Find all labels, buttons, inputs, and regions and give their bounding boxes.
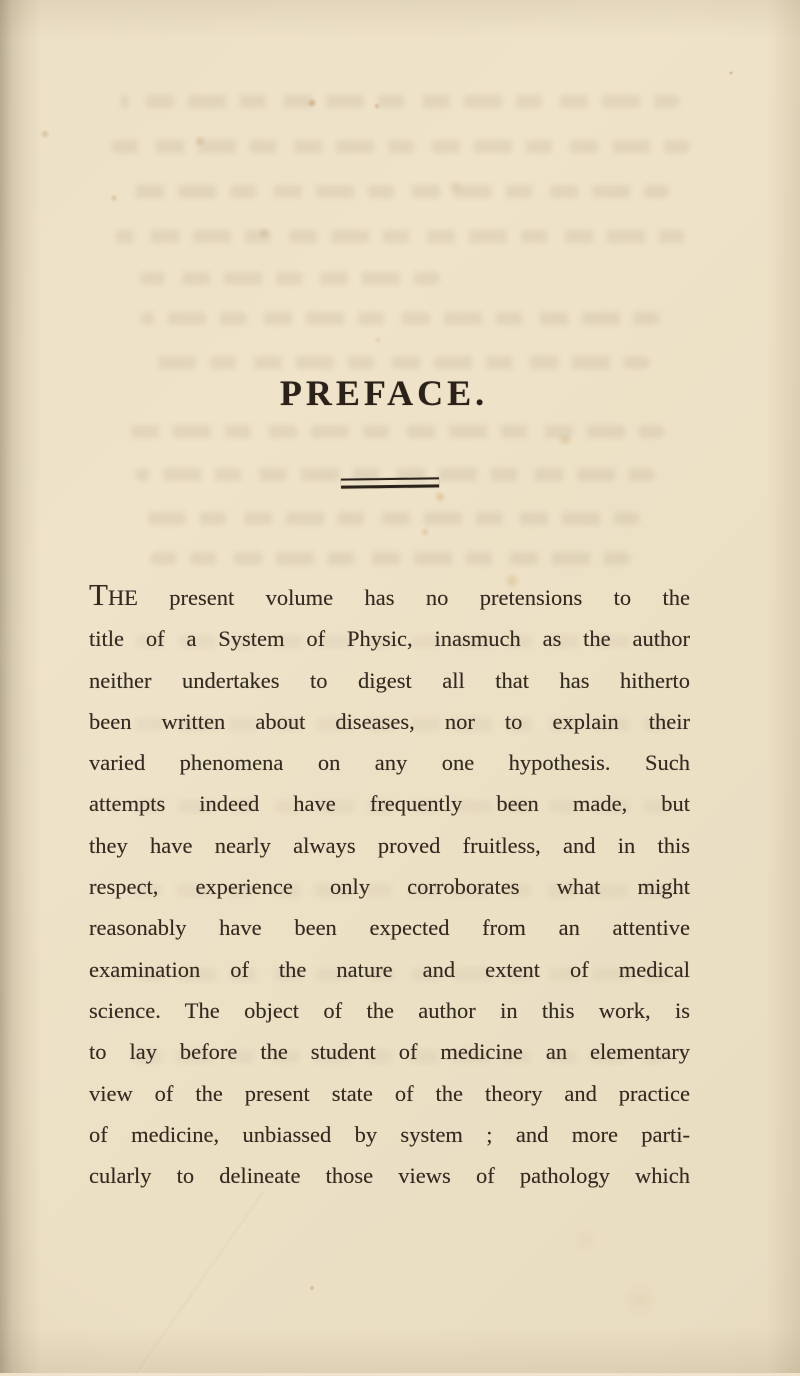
- paragraph-line: respect, experience only corroborates what might: [89, 874, 690, 900]
- bleed-through-text: [115, 230, 685, 243]
- paragraph-line: of medicine, unbiassed by system ; and more parti-: [89, 1121, 690, 1147]
- bleed-through-text: [110, 140, 690, 153]
- paragraph-line: varied phenomena on any one hypothesis. Such: [89, 750, 690, 776]
- paragraph-line: attempts indeed have frequently been made, but: [89, 791, 690, 817]
- paper-crease: [135, 1191, 266, 1376]
- bleed-through-text: [140, 272, 440, 285]
- section-divider-rule: [341, 477, 439, 488]
- paragraph-line: to lay before the student of medicine an elementary: [89, 1039, 690, 1065]
- preface-paragraph: [89, 577, 690, 1196]
- bleed-through-text: [120, 95, 680, 108]
- bleed-through-text: [150, 552, 630, 565]
- bleed-through-text: [130, 185, 670, 198]
- divider-container: [90, 478, 690, 488]
- bleed-through-text: [150, 356, 650, 369]
- paragraph-line: been written about diseases, nor to explain their: [89, 708, 690, 734]
- paragraph-line: examination of the nature and extent of medical: [89, 956, 690, 982]
- bleed-through-text: [140, 312, 660, 325]
- paragraph-line: reasonably have been expected from an attentive: [89, 915, 690, 941]
- paragraph-line: neither undertakes to digest all that has hitherto: [89, 667, 690, 693]
- bleed-through-text: [140, 512, 640, 525]
- paragraph-line: title of a System of Physic, inasmuch as the author: [89, 626, 690, 652]
- paragraph-line: THE present volume has no pretensions to the: [89, 577, 690, 612]
- paragraph-line: cularly to delineate those views of pathology which: [89, 1163, 690, 1189]
- paragraph-line: they have nearly always proved fruitless, and in this: [89, 832, 690, 858]
- page-title: PREFACE.: [279, 373, 489, 413]
- paragraph-line: view of the present state of the theory and practice: [89, 1080, 690, 1106]
- bleed-through-text: [125, 425, 665, 438]
- paragraph-line: science. The object of the author in this work, is: [89, 997, 690, 1023]
